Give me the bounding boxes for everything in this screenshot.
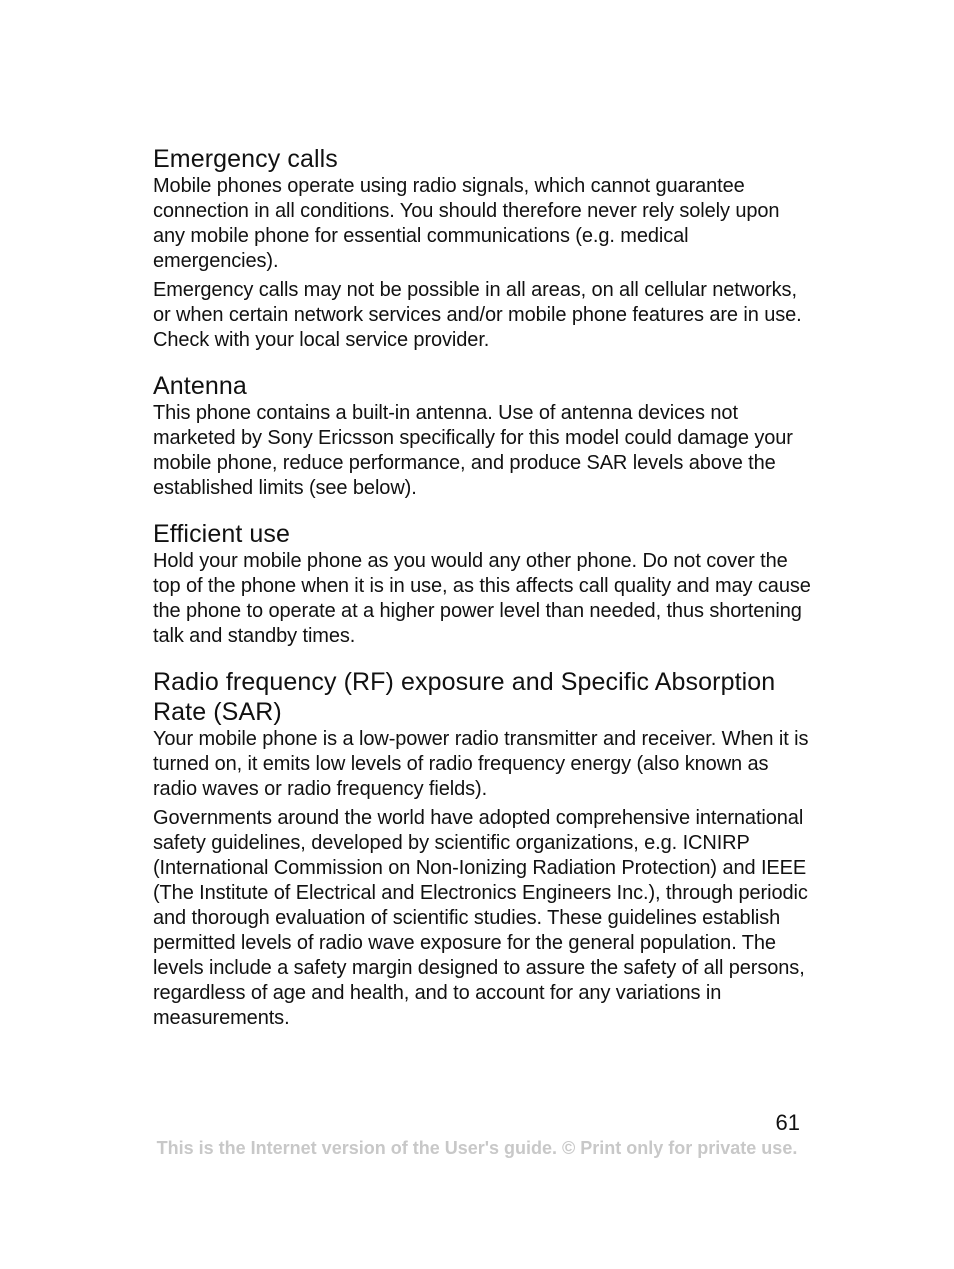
section-efficient-use (153, 519, 813, 649)
paragraph: Mobile phones operate using radio signals, which cannot guarantee connection in all conditions. You should therefore never rely solely upon any mobile phone for essential communications (e.g. medical emergencies). (153, 175, 780, 272)
section-emergency-calls (153, 144, 813, 353)
paragraph: Governments around the world have adopted comprehensive international safety guidelines, developed by scientific organizations, e.g. ICNIRP (International Commission on Non-Ionizing Radiation Protection) and IEEE (The Institute of Electrical and Electronics Engineers Inc.), through periodic and thorough evaluation of scientific studies. These guidelines establish permitted levels of radio wave exposure for the general population. The levels include a safety margin designed to assure the safety of all persons, regardless of age and health, and to account for any variations in measurements. (153, 807, 808, 1029)
heading-rf-exposure: Radio frequency (RF) exposure and Specific Absorption Rate (SAR) (153, 668, 776, 726)
paragraph: Your mobile phone is a low-power radio transmitter and receiver. When it is turned on, it emits low levels of radio frequency energy (also known as radio waves or radio frequency fields). (153, 728, 809, 800)
heading-antenna: Antenna (153, 372, 247, 400)
heading-emergency-calls: Emergency calls (153, 145, 338, 173)
page-number: 61 (775, 1110, 800, 1135)
paragraph: Emergency calls may not be possible in all areas, on all cellular networks, or when certain network services and/or mobile phone features are in use. Check with your local service provider. (153, 279, 802, 351)
section-antenna (153, 371, 813, 501)
footer-notice: This is the Internet version of the User's guide. © Print only for private use. (156, 1138, 798, 1158)
paragraph: Hold your mobile phone as you would any other phone. Do not cover the top of the phone when it is in use, as this affects call quality and may cause the phone to operate at a higher power level than needed, thus shortening talk and standby times. (153, 550, 811, 647)
paragraph: This phone contains a built-in antenna. Use of antenna devices not marketed by Sony Ericsson specifically for this model could damage your mobile phone, reduce performance, and produce SAR levels above the established limits (see below). (153, 402, 793, 499)
heading-efficient-use: Efficient use (153, 520, 291, 548)
section-rf-exposure (153, 667, 813, 1031)
document-body (153, 144, 813, 1049)
